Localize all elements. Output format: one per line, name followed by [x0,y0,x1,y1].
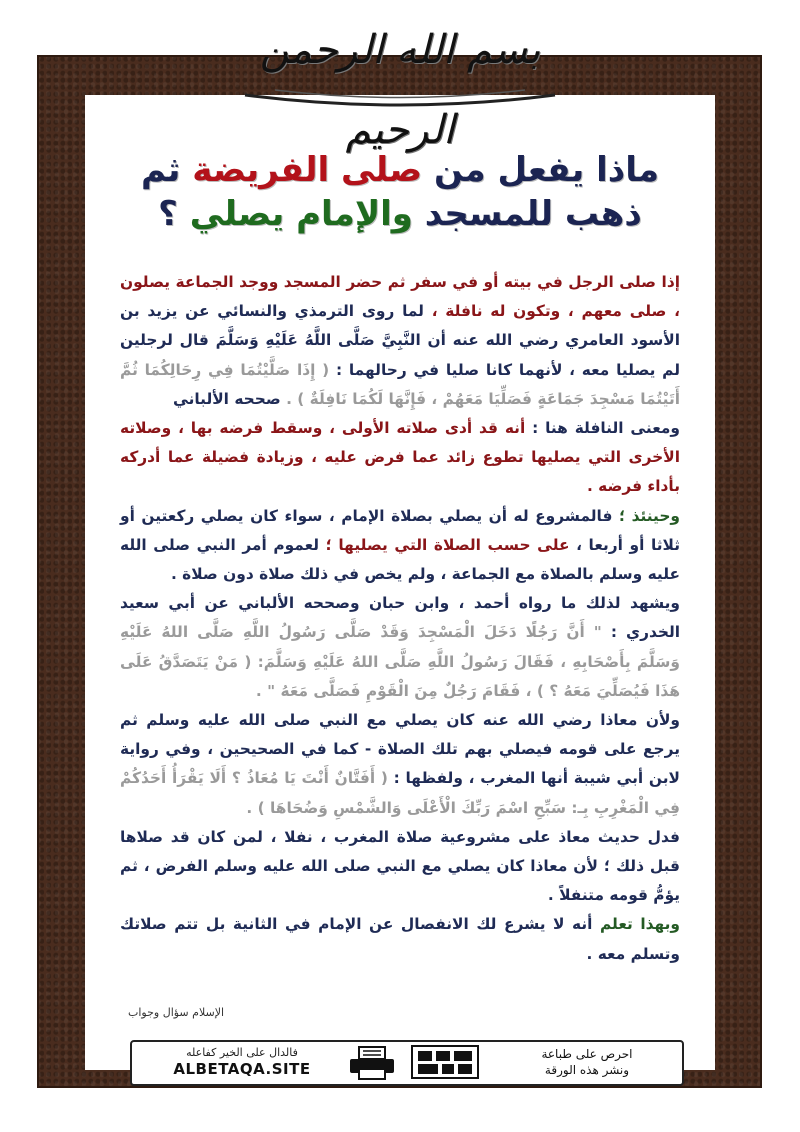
text-span: وبهذا تعلم [599,915,680,934]
basmala-text: بسم الله الرحمن الرحيم [259,27,541,153]
paragraph [120,706,680,823]
source-credit: الإسلام سؤال وجواب [128,1006,225,1019]
paragraph [120,910,680,968]
paragraph [120,268,680,414]
text-span: فالمشروع له أن يصلي بصلاة الإمام ، سواء كان يصلي ركعتين أو ثلاثا أو أربعا ، [120,506,680,554]
hadith-quote: " أَنَّ رَجُلًا دَخَلَ الْمَسْجِدَ وَقَدْ صَلَّى رَسُولُ اللَّهِ صَلَّى اللهُ عَلَيْهِ وَسَلَّمَ بِأَصْحَابِهِ ، فَقَالَ رَسُولُ اللَّهِ صَلَّى اللهُ عَلَيْهِ وَسَلَّمَ: ( مَنْ يَتَصَدَّقُ عَلَى هَذَا فَيُصَلِّيَ مَعَهُ ؟ ) ، فَقَامَ رَجُلٌ مِنَ الْقَوْمِ فَصَلَّى مَعَهُ " . [120,623,680,700]
title-part: والإمام يصلي [189,194,413,234]
page-title [110,148,690,236]
title-part: ذهب للمسجد [424,194,642,234]
text-span: لعموم أمر النبي صلى الله عليه وسلم بالصلاة مع الجماعة ، ولم يخص في ذلك صلاة دون صلاة . [120,535,680,584]
footer-print-note [502,1046,672,1078]
text-span: ويشهد لذلك ما رواه أحمد ، وابن حبان وصححه الألباني عن أبي سعيد الخدري : [120,594,681,642]
albetaqa-logo-icon [410,1044,480,1080]
footer-bar [130,1040,684,1086]
title-line-2 [110,192,690,236]
text-span: لما روى الترمذي والنسائي عن يزيد بن الأسود العامري رضي الله عنه أن النَّبِيَّ صَلَّى اللَّهُ عَلَيْهِ وَسَلَّمَ قال لرجلين لم يصليا معه ، لأنهما كانا صليا في رحالهما : [120,302,681,379]
footer-url[interactable]: ALBETAQA.SITE [173,1060,311,1078]
text-span: لأن معاذا كان يصلي مع النبي صلى الله عليه وسلم الفرض ، ثم يؤمُّ قومه متنفلاً . [120,857,680,905]
title-part: ؟ [158,194,178,234]
article-body [120,268,680,969]
paragraph [120,589,680,706]
text-span: أنه لا يشرع لك الانفصال عن الإمام في الثانية بل تتم صلاتك وتسلم معه . [120,915,680,963]
paragraph [120,823,680,911]
footer-site [142,1046,342,1078]
text-span: إذا صلى الرجل في بيته أو في سفر ثم حضر المسجد ووجد الجماعة يصلون ، صلى معهم ، وتكون له نافلة ، [120,273,680,321]
title-part: صلى الفريضة [192,150,423,190]
title-line-1 [110,148,690,192]
basmala-header [235,10,565,153]
text-span: فدل حديث معاذ على مشروعية صلاة المغرب ، نفلا ، لمن كان قد صلاها قبل ذلك ؛ [120,827,680,876]
printer-icon [347,1045,397,1081]
hadith-quote: ( أَفَتَّانٌ أَنْتَ يَا مُعَاذُ ؟ أَلَا يَقْرَأُ أَحَدُكُمْ فِي الْمَغْرِبِ بِـ: سَبِّحِ اسْمَ رَبِّكَ الْأَعْلَى وَالشَّمْسِ وَضُحَاهَا ) . [120,769,680,817]
paragraph [120,414,680,502]
text-span: أنه قد أدى صلاته الأولى ، وسقط فرضه بها ، وصلاته الأخرى التي يصليها تطوع زائد عما فرض عليه ، وزيادة فضيلة عما أدركه بأداء فرضه . [120,419,680,496]
footer-print-line: احرص على طباعة [541,1047,633,1061]
paragraph [120,502,680,590]
title-part: ثم [140,150,181,190]
text-span: صححه الألباني [173,389,281,408]
footer-print-line: ونشر هذه الورقة [544,1063,630,1077]
text-span: وحينئذ ؛ [618,506,680,525]
text-span: ولأن معاذا رضي الله عنه كان يصلي مع النبي صلى الله عليه وسلم ثم يرجع على قومه فيصلي بهم تلك الصلاة - كما في الصحيحين ، وفي رواية لابن أبي شيبة أنها المغرب ، ولفظها : [120,711,680,788]
hadith-quote: ( إِذَا صَلَّيْتُمَا فِي رِحَالِكُمَا ثُمَّ أَتَيْتُمَا مَسْجِدَ جَمَاعَةٍ فَصَلِّيَا مَعَهُمْ ، فَإِنَّهَا لَكُمَا نَافِلَةٌ ) . [120,360,680,408]
text-span: على حسب الصلاة التي يصليها ؛ [325,535,570,554]
text-span: ومعنى النافلة هنا : [532,419,680,438]
title-part: ماذا يفعل من [434,150,660,190]
basmala-ornament-icon [235,70,565,110]
footer-motto: فالدال على الخير كفاعله [186,1046,298,1059]
